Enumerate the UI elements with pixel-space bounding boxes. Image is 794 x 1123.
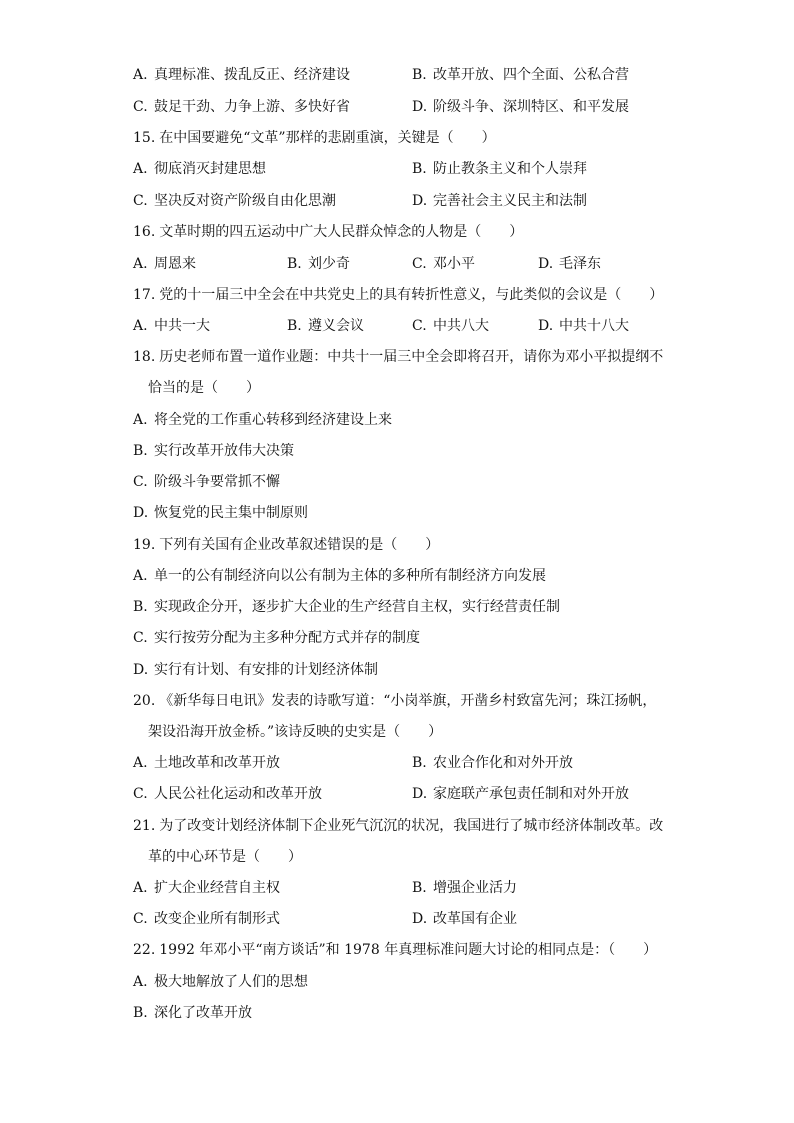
option-text: 将全党的工作重心转移到经济建设上来 [154,412,392,428]
option-text: 完善社会主义民主和法制 [433,193,587,209]
question-number: 19. [133,537,156,553]
answer-option [133,566,546,586]
option-text: 中共八大 [433,318,489,334]
answer-option [538,316,629,336]
option-letter: B. [412,67,427,83]
option-letter: C. [133,99,148,115]
question-number: 15. [133,130,156,146]
answer-option [133,628,420,648]
option-letter: A. [133,67,148,83]
option-text: 遵义会议 [308,318,364,334]
option-letter: D. [538,318,554,334]
option-letter: D. [133,662,149,678]
question-text: 1992 年邓小平“南方谈话”和 1978 年真理标准问题大讨论的相同点是：（ ） [159,942,658,958]
option-letter: A. [133,256,148,272]
answer-option [133,784,322,804]
option-text: 阶级斗争、深圳特区、和平发展 [433,99,629,115]
question-stem [133,816,663,836]
option-letter: D. [412,911,428,927]
option-letter: C. [412,256,427,272]
question-continuation: 架设沿海开放金桥。”该诗反映的史实是（ ） [148,724,443,740]
option-letter: D. [412,193,428,209]
answer-option [133,909,280,929]
question-stem [133,285,663,305]
answer-option [133,472,280,492]
question-stem [133,347,663,367]
option-letter: D. [133,505,149,521]
option-letter: A. [133,161,148,177]
option-text: 极大地解放了人们的思想 [154,974,308,990]
option-letter: A. [133,755,148,771]
option-text: 鼓足干劲、力争上游、多快好省 [154,99,350,115]
question-continuation: 革的中心环节是（ ） [148,849,302,865]
option-text: 中共十八大 [559,318,629,334]
answer-option [133,972,308,992]
answer-option [412,97,629,117]
option-text: 土地改革和改革开放 [154,755,280,771]
option-text: 增强企业活力 [433,880,517,896]
question-stem [133,691,656,711]
option-letter: C. [133,474,148,490]
option-letter: D. [412,99,428,115]
answer-option [133,1003,252,1023]
option-text: 改变企业所有制形式 [154,911,280,927]
question-text: 历史老师布置一道作业题：中共十一届三中全会即将召开，请你为邓小平拟提纲不 [159,349,664,365]
option-letter: B. [133,599,148,615]
option-letter: D. [412,786,428,802]
option-text: 彻底消灭封建思想 [154,161,266,177]
option-text: 家庭联产承包责任制和对外开放 [433,786,629,802]
option-letter: A. [133,880,148,896]
option-letter: B. [133,1005,148,1021]
answer-option [133,65,350,85]
option-letter: B. [412,755,427,771]
question-text: 下列有关国有企业改革叙述错误的是（ ） [159,537,440,553]
answer-option [133,660,378,680]
option-text: 改革国有企业 [433,911,517,927]
answer-option [412,191,587,211]
option-letter: A. [133,568,148,584]
question-continuation: 恰当的是（ ） [148,380,260,396]
question-stem [133,940,657,960]
answer-option [287,316,364,336]
option-text: 深化了改革开放 [154,1005,252,1021]
answer-option [133,191,336,211]
answer-option [412,753,573,773]
answer-option [412,878,517,898]
option-letter: A. [133,974,148,990]
answer-option [133,316,210,336]
answer-option [133,254,196,274]
question-text: 《新华每日电讯》发表的诗歌写道：“小岗举旗，开凿乡村致富先河；珠江扬帆， [159,693,657,709]
option-text: 实现政企分开，逐步扩大企业的生产经营自主权，实行经营责任制 [154,599,560,615]
answer-option [133,97,350,117]
answer-option [133,597,560,617]
question-number: 17. [133,287,156,303]
answer-option [133,878,280,898]
option-letter: B. [412,161,427,177]
question-number: 20. [133,693,156,709]
option-text: 恢复党的民主集中制原则 [154,505,308,521]
question-number: 22. [133,942,156,958]
option-letter: A. [133,318,148,334]
option-text: 毛泽东 [559,256,601,272]
question-text: 党的十一届三中全会在中共党史上的具有转折性意义，与此类似的会议是（ ） [159,287,664,303]
option-text: 中共一大 [154,318,210,334]
option-letter: B. [412,880,427,896]
question-text: 为了改变计划经济体制下企业死气沉沉的状况，我国进行了城市经济体制改革。改 [159,818,664,834]
option-letter: D. [538,256,554,272]
answer-option [133,159,266,179]
answer-option [412,65,629,85]
option-text: 农业合作化和对外开放 [433,755,573,771]
option-text: 人民公社化运动和改革开放 [154,786,322,802]
question-number: 21. [133,818,156,834]
option-letter: B. [287,256,302,272]
option-letter: B. [133,443,148,459]
answer-option [412,909,517,929]
option-letter: C. [133,786,148,802]
option-letter: C. [412,318,427,334]
question-text: 在中国要避免“文革”那样的悲剧重演，关键是（ ） [159,130,496,146]
option-text: 防止教条主义和个人崇拜 [433,161,587,177]
option-text: 改革开放、四个全面、公私合营 [433,67,629,83]
option-text: 扩大企业经营自主权 [154,880,280,896]
option-letter: C. [133,193,148,209]
answer-option [287,254,350,274]
question-stem [133,222,523,242]
option-text: 刘少奇 [308,256,350,272]
option-letter: B. [287,318,302,334]
option-text: 坚决反对资产阶级自由化思潮 [154,193,336,209]
answer-option [538,254,601,274]
option-text: 实行改革开放伟大决策 [154,443,294,459]
option-text: 周恩来 [154,256,196,272]
answer-option [412,316,489,336]
answer-option [412,784,629,804]
option-text: 实行按劳分配为主多种分配方式并存的制度 [154,630,420,646]
question-text: 文革时期的四五运动中广大人民群众悼念的人物是（ ） [159,224,524,240]
option-text: 真理标准、拨乱反正、经济建设 [154,67,350,83]
answer-option [133,441,294,461]
answer-option [133,503,308,523]
answer-option [133,753,280,773]
question-number: 16. [133,224,156,240]
option-letter: A. [133,412,148,428]
question-stem [133,128,496,148]
option-letter: C. [133,911,148,927]
answer-option [412,159,587,179]
answer-option [133,410,392,430]
question-number: 18. [133,349,156,365]
option-text: 阶级斗争要常抓不懈 [154,474,280,490]
option-text: 实行有计划、有安排的计划经济体制 [154,662,378,678]
answer-option [412,254,475,274]
question-stem [133,535,439,555]
option-text: 邓小平 [433,256,475,272]
option-text: 单一的公有制经济向以公有制为主体的多种所有制经济方向发展 [154,568,546,584]
option-letter: C. [133,630,148,646]
